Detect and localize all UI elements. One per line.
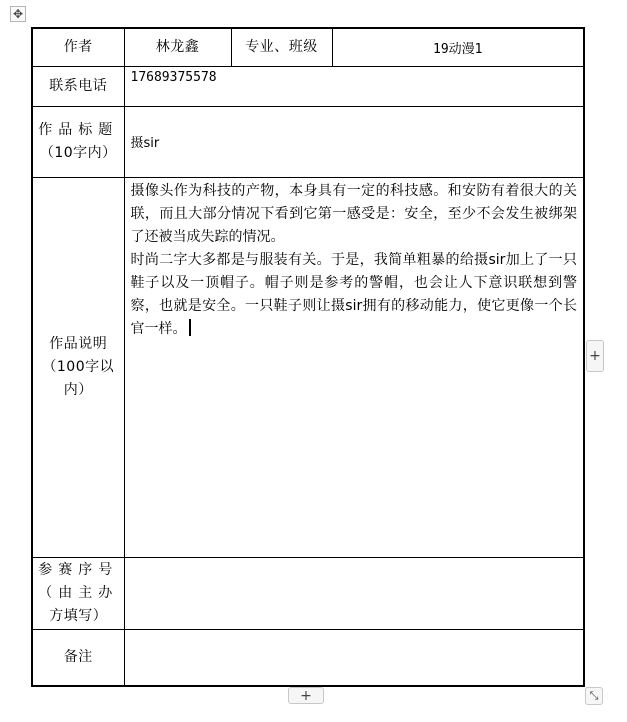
add-row-button[interactable]: [288, 687, 324, 704]
row-remarks: [32, 629, 584, 686]
major-label: 专业、班级: [231, 28, 332, 66]
desc-value[interactable]: [124, 177, 584, 557]
plus-icon: +: [589, 348, 601, 364]
major-value[interactable]: 19动漫1: [332, 28, 584, 66]
title-label: [32, 106, 124, 177]
desc-label-line3: 内）: [63, 381, 93, 398]
phone-value[interactable]: 17689375578: [124, 66, 584, 106]
entry-no-label-line1: 参赛序号: [38, 561, 119, 578]
row-description: [32, 177, 584, 557]
row-author: [32, 28, 584, 66]
entry-no-label: [32, 557, 124, 629]
title-label-line2: （10字内）: [39, 144, 117, 161]
remarks-value[interactable]: [124, 629, 584, 686]
move-icon: ✥: [12, 7, 24, 21]
author-value[interactable]: 林龙鑫: [124, 28, 231, 66]
entry-no-value[interactable]: [124, 557, 584, 629]
desc-paragraph-2: [131, 249, 578, 341]
author-label: 作者: [32, 28, 124, 66]
title-label-line1: 作品标题: [38, 121, 119, 138]
row-entry-number: [32, 557, 584, 629]
resize-icon: ⤡: [589, 689, 599, 702]
add-column-button[interactable]: [586, 340, 604, 372]
plus-icon: +: [300, 687, 312, 704]
phone-label: 联系电话: [32, 66, 124, 106]
desc-label-line2: （100字以: [42, 358, 115, 375]
entry-no-label-line2: （由主办: [38, 584, 119, 601]
row-phone: [32, 66, 584, 106]
desc-label-line1: 作品说明: [49, 335, 108, 352]
desc-paragraph-1: 摄像头作为科技的产物，本身具有一定的科技感。和安防有着很大的关联，而且大部分情况下看到它第一感受是：安全，至少不会发生被绑架了还被当成失踪的情况。: [130, 182, 577, 245]
entry-form-table: [31, 27, 585, 687]
table-move-handle[interactable]: [10, 6, 26, 22]
desc-label: [32, 177, 124, 557]
desc-paragraph-2-text: 时尚二字大多都是与服装有关。于是，我简单粗暴的给摄sir加上了一只鞋子以及一顶帽子。帽子则是参考的警帽，也会让人下意识联想到警察，也就是安全。一只鞋子则让摄sir拥有的移动能力，使它更像一个长官一样。: [130, 251, 577, 337]
row-title: [32, 106, 584, 177]
entry-no-label-line3: 方填写）: [49, 607, 108, 624]
text-cursor: [189, 319, 191, 336]
title-value[interactable]: 摄sir: [124, 106, 584, 177]
table-resize-handle[interactable]: [585, 687, 603, 705]
remarks-label: 备注: [32, 629, 124, 686]
